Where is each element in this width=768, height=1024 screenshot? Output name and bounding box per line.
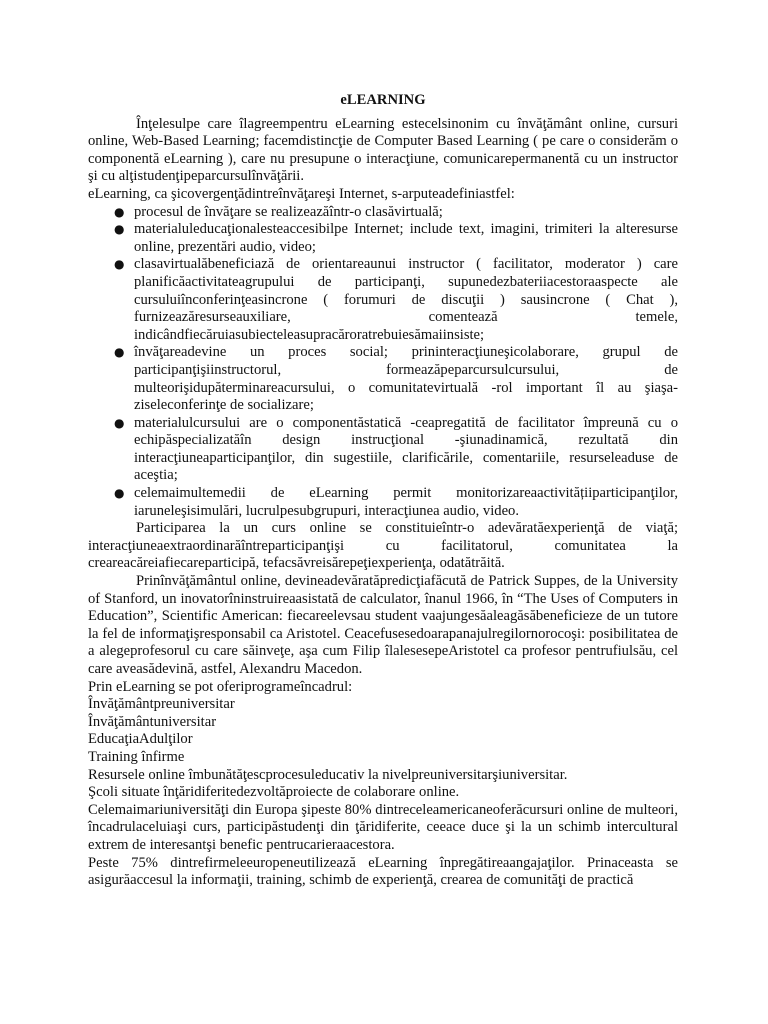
list-item: ● învăţareadevine un proces social; prininteracţiuneşicolaborare, grupul de participanţişiinstructorul, formeazăpeparcursulcursului, de multeorişidupăterminareacursului, o comunitatevirtuală -rol important îl au şiaşa-ziseleconferinţe de socializare; [114,344,678,414]
bullet-icon: ● [114,257,125,272]
history-paragraph: Prinînvăţământul online, devineadevăratăpredicţiafăcută de Patrick Suppes, de la University of Stanford, un inovatorîninstruireaasistată de calculator, înanul 1966, în “The Uses of Computers in Education”, Scientific American: fiecareelevsau student vaajungesăaleagăsăbeneficieze de un tutore la fel de informaţişresponsabil ca Aristotel. Ceacefusesedoarapanajulregilornorocoşi: posibilitatea de a alegeprofesorul cu care săinveţe, aşa cum Filip îlalesesepeAristotel ca profesor pentrufiulsău, cel care aveasădevină, astfel, Alexandru Macedon. [88,573,678,677]
bullet-icon: ● [114,222,125,237]
resources-paragraph: Resursele online îmbunătăţescprocesuleducativ la nivelpreuniversitarşiuniversitar. [88,766,568,783]
document-page [88,92,678,890]
companies-paragraph: Peste 75% dintrefirmeleeuropeneutilizează eLearning înpregătireaangajaţilor. Prinaceasta se asigurăaccesul la informaţii, training, schimb de experienţă, crearea de comunităţi de practică [88,854,678,889]
bullet-icon: ● [114,486,125,501]
definition-lead: eLearning, ca şicovergenţădintreînvăţareşi Internet, s-arputeadefiniastfel: [88,185,515,202]
list-item: ● celemaimultemedii de eLearning permit monitorizareaactivitățiiparticipanţilor, iaruneleşisimulări, lucrulpesubgrupuri, interacţiunea audio, video. [114,485,678,519]
intro-paragraph: Înţelesulpe care îlagreempentru eLearning estecelsinonim cu învăţământ online, cursuri online, Web-Based Learning; facemdistincţie de Computer Based Learning ( pe care o considerăm o componentă eLearning ), care nu presupune o interacţiune, comunicarepermanentă cu un instructor şi cu alţistudenţipeparcursulînvăţării. [88,115,678,185]
list-item: ● procesul de învăţare se realizeazăîntr-o clasăvirtuală; [114,203,443,220]
list-item: ● materialulcursului are o componentăstatică -ceapregatită de facilitator împreună cu o echipăspecializatăîn design instrucţional -şiunadinamică, rezultată din interacţiuneaparticipanţilor, din sugestiile, clarificările, comentariile, resurseleaduse de aceştia; [114,414,678,484]
program-item: EducaţiaAdulţilor [88,731,193,748]
list-item: ● clasavirtualăbeneficiază de orientareaunui instructor ( facilitator, moderator ) care planificăactivitateagrupului de participanţi, supunedezbateriiacestoraaspecte ale cursuluiînconferinţeasincrone ( forumuri de discuţii ) sausincrone ( Chat ), furnizeazăresurseauxiliare, comentează temele, indicândfiecăruiasubiecteleasupracăroratrebuiesămaiinsiste; [114,256,678,343]
bullet-icon: ● [114,415,125,430]
program-item: Învăţământpreuniversitar [88,696,235,713]
bullet-icon: ● [114,345,125,360]
universities-paragraph: Celemaimariuniversităţi din Europa şipeste 80% dintreceleamericaneoferăcursuri online de multeori, încadrulaceluiaşi curs, participăstudenţi din ţăridiferite, ceeace duce şi la un schimb intercultural extrem de interesantşi benefic pentrucarieraacestora. [88,801,678,853]
programs-lead: Prin eLearning se pot oferiprogrameîncadrul: [88,678,353,695]
document-title: eLEARNING [340,92,426,108]
list-item: ● materialuleducaţionalesteaccesibilpe Internet; include text, imagini, trimiteri la alteresurse online, prezentări audio, video; [114,221,678,255]
program-item: Învăţământuniversitar [88,713,217,730]
participation-paragraph: Participarea la un curs online se constituieîntr-o adevăratăexperienţă de viaţă; interacţiuneaextraordinarăîntreparticipanţişi cu facilitatorul, comunitatea la creareacăreiafiecareparticipă, tefacsăvreisărepeţiexperienţa, odatătrăită. [88,520,678,572]
program-item: Training înfirme [88,748,185,765]
bullet-icon: ● [114,204,125,219]
definition-list [88,204,678,521]
schools-paragraph: Şcoli situate înţăridiferitedezvoltăproiecte de colaborare online. [88,784,460,801]
